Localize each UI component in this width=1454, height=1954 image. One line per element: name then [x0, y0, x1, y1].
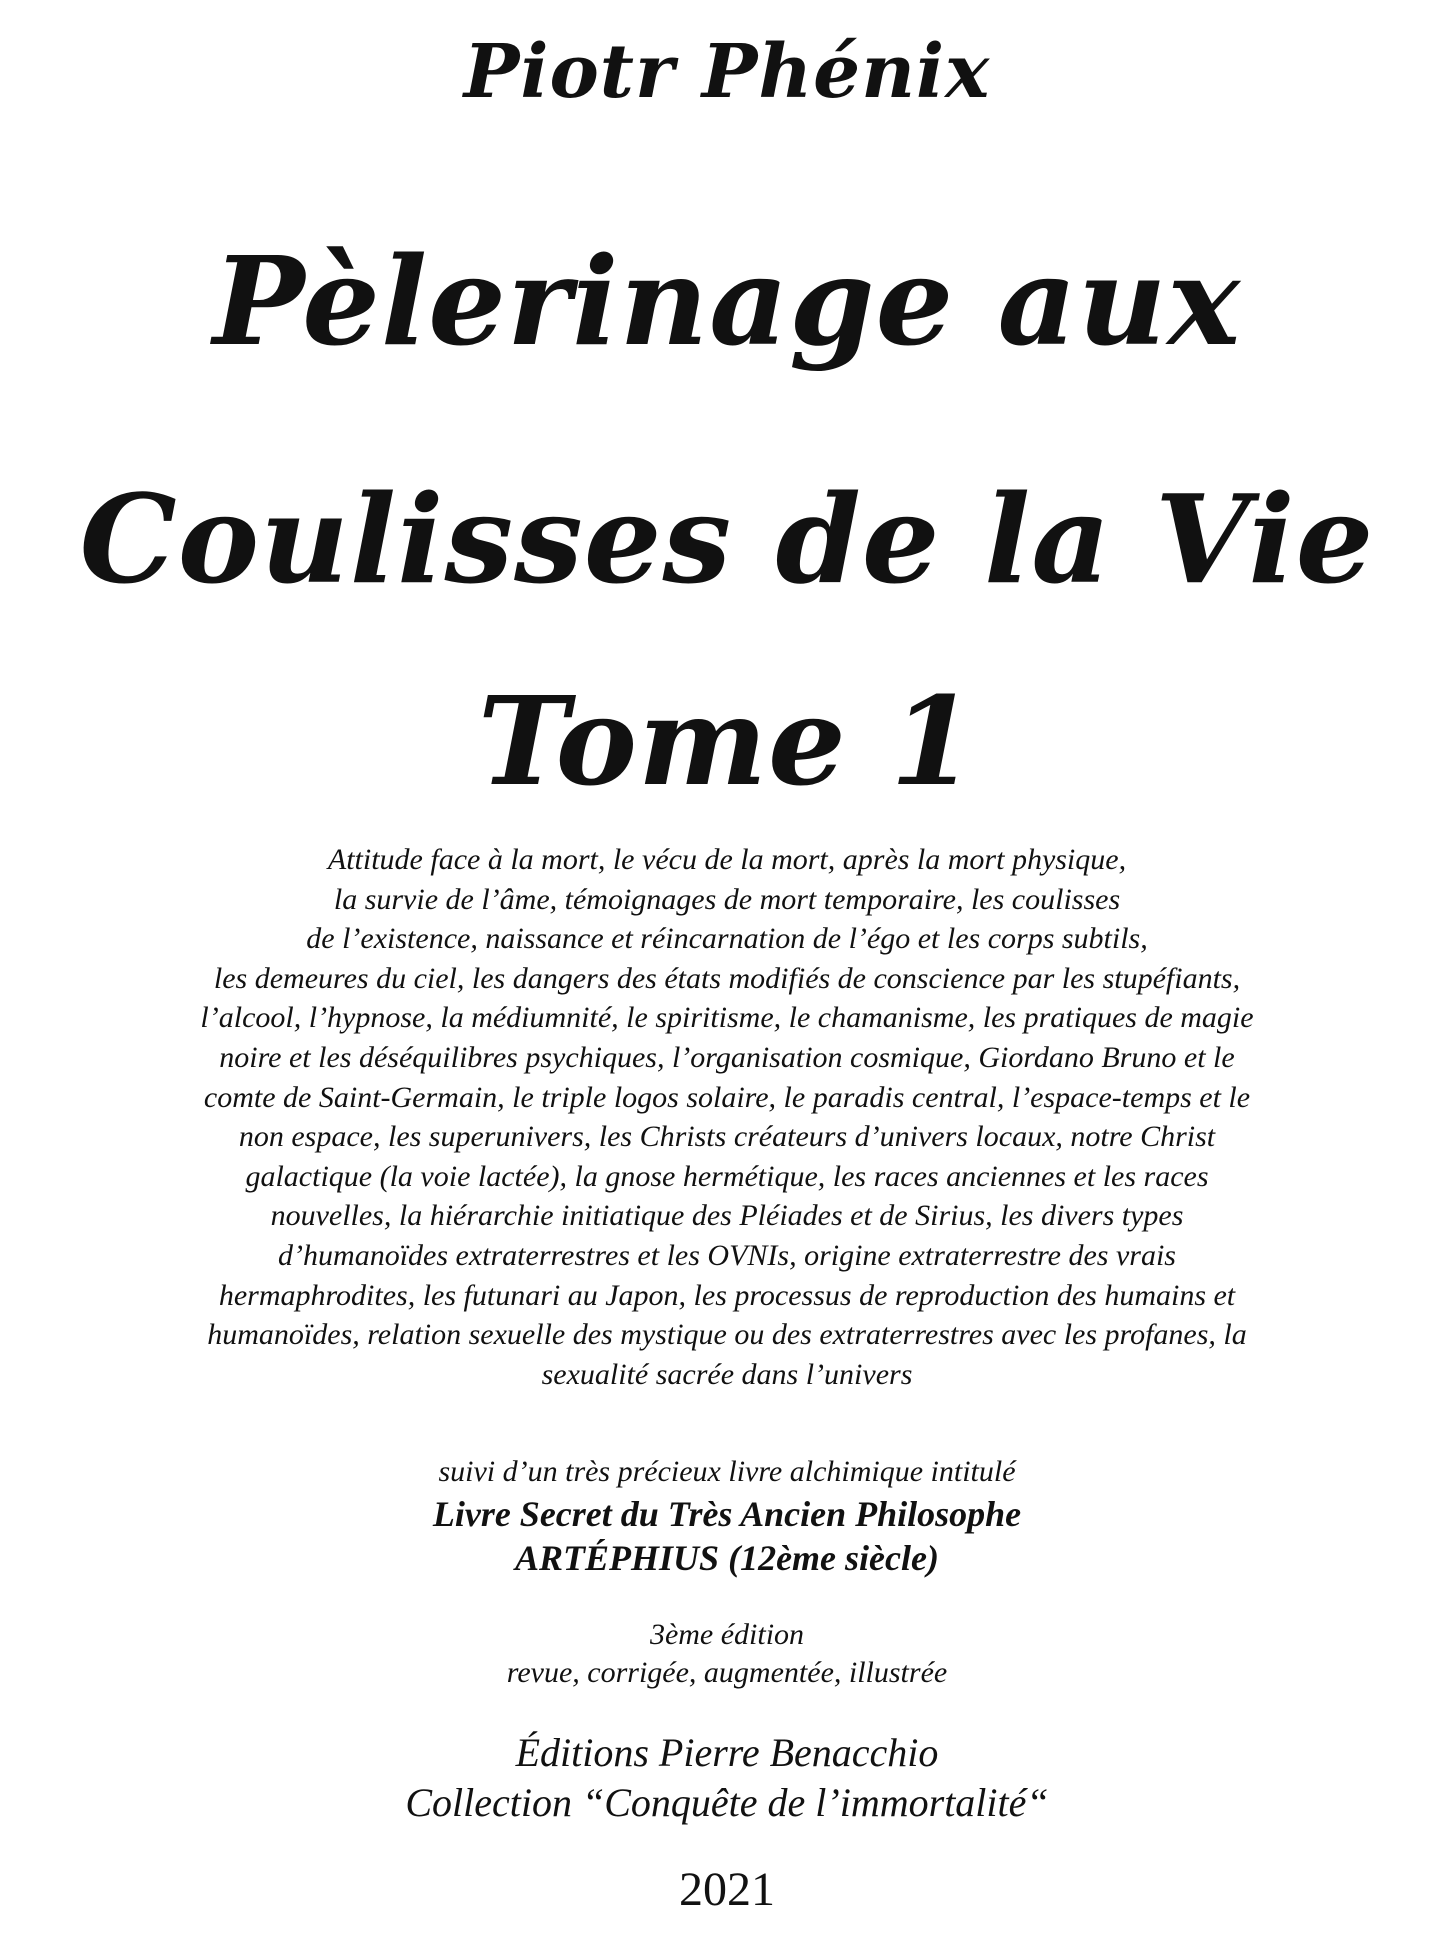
summary-line: de l’existence, naissance et réincarnation de l’égo et les corps subtils, [306, 922, 1148, 956]
summary-line: sexualité sacrée dans l’univers [541, 1357, 913, 1391]
publication-year: 2021 [679, 1863, 775, 1916]
collection-name: Collection “Conquête de l’immortalité“ [405, 1780, 1049, 1825]
summary-line: les demeures du ciel, les dangers des états modifiés de conscience par les stupéfiants, [213, 961, 1241, 995]
summary-line: noire et les déséquilibres psychiques, l’organisation cosmique, Giordano Bruno et le [219, 1040, 1235, 1074]
summary-line: l’alcool, l’hypnose, la médiumnité, le spiritisme, le chamanisme, les pratiques de magie [200, 1001, 1254, 1035]
title-line-1: Pèlerinage aux [212, 229, 1242, 373]
publisher-name: Éditions Pierre Benacchio [515, 1730, 939, 1775]
appended-book-author: ARTÉPHIUS (12ème siècle) [515, 1538, 939, 1578]
summary-line: comte de Saint-Germain, le triple logos solaire, le paradis central, l’espace-temps et le [203, 1080, 1251, 1114]
summary-line: non espace, les superunivers, les Christs créateurs d’univers locaux, notre Christ [238, 1120, 1216, 1154]
summary-line: la survie de l’âme, témoignages de mort temporaire, les coulisses [333, 882, 1121, 916]
summary-line: Attitude face à la mort, le vécu de la mort, après la mort physique, [327, 843, 1127, 876]
volume-label: Tome 1 [477, 669, 977, 813]
appended-book-title: Livre Secret du Très Ancien Philosophe [432, 1494, 1022, 1534]
followed-by-note: suivi d’un très précieux livre alchimique intitulé [438, 1455, 1016, 1488]
title-line-2: Coulisses de la Vie [79, 467, 1375, 611]
edition-number: 3ème édition [649, 1618, 805, 1651]
summary-line: hermaphrodites, les futunari au Japon, les processus de reproduction des humains et [218, 1278, 1236, 1312]
summary-line: humanoïdes, relation sexuelle des mystique ou des extraterrestres avec les profanes, la [207, 1318, 1247, 1352]
summary-line: d’humanoïdes extraterrestres et les OVNIs, origine extraterrestre des vrais [278, 1238, 1176, 1272]
summary-line: galactique (la voie lactée), la gnose hermétique, les races anciennes et les races [245, 1159, 1209, 1193]
summary-paragraph [80, 840, 1374, 1394]
edition-details: revue, corrigée, augmentée, illustrée [506, 1656, 948, 1689]
summary-line: nouvelles, la hiérarchie initiatique des Pléiades et de Sirius, les divers types [270, 1199, 1184, 1233]
author-name: Piotr Phénix [463, 29, 991, 115]
